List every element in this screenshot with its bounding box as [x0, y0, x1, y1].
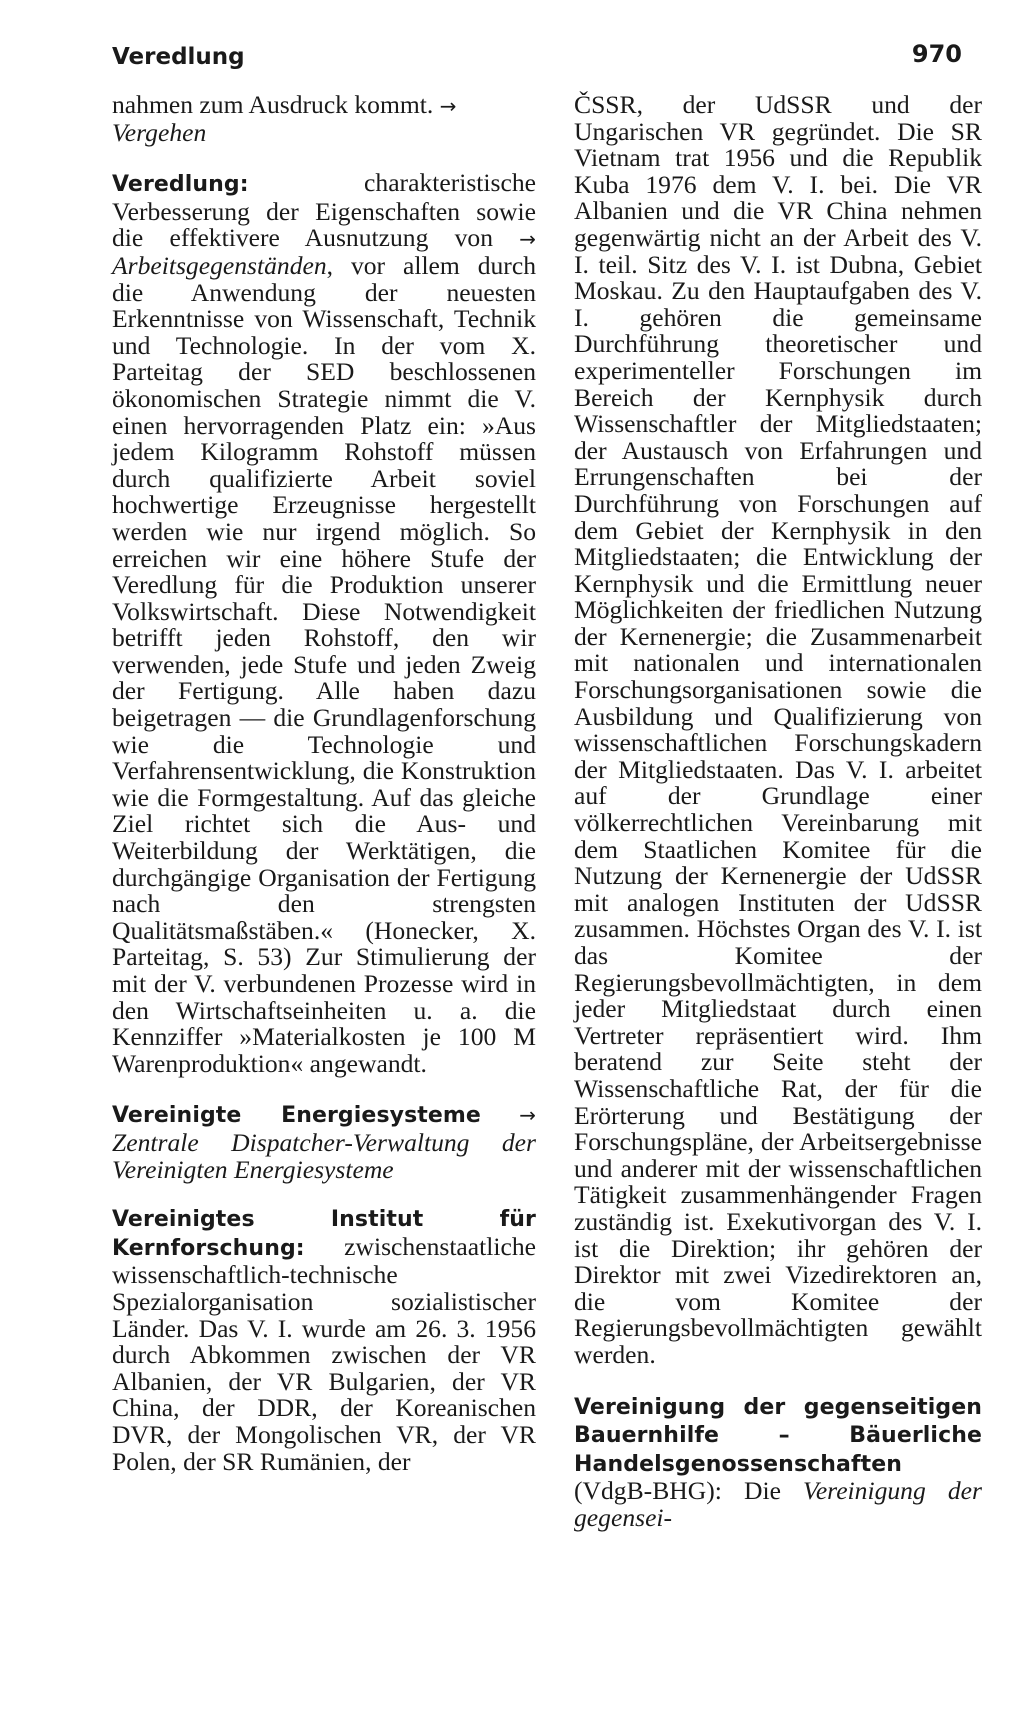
entry-vereinigte-energiesysteme [112, 1101, 536, 1183]
entry-text-vdgb: (VdgB-BHG): Die [574, 1476, 804, 1506]
entry-term-veredlung: Veredlung: [112, 172, 249, 198]
entry-vdgb-bhg [574, 1393, 982, 1532]
entry-term-institut: Vereinigtes Institut für Kernforschung: [112, 1207, 536, 1261]
cross-reference-vergehen: Vergehen [112, 117, 207, 147]
entry-institut-kernforschung [112, 1205, 536, 1475]
cross-reference-dispatcher-verwaltung: Zentrale Dispatcher-Verwaltung der Vereinigten Energiesysteme [112, 1127, 536, 1184]
entry-text-institut-continuation: ČSSR, der UdSSR und der Ungarischen VR gegründet. Die SR Vietnam trat 1956 und die Republik Kuba 1976 dem V. I. bei. Die VR Albanien und die VR China nehmen gegenwärtig nicht an der Arbeit des V. I. teil. Sitz des V. I. ist Dubna, Gebiet Moskau. Zu den Hauptaufgaben des V. I. gehören die gemeinsame Durchführung theoretischer und experimenteller Forschungen im Bereich der Kernphysik durch Wissenschaftler der Mitgliedstaaten; der Austausch von Erfahrungen und Errungenschaften bei der Durchführung von Forschungen auf dem Gebiet der Kernphysik in den Mitgliedstaaten; die Entwicklung der Kernphysik und die Ermittlung neuer Möglichkeiten der friedlichen Nutzung der Kernenergie; die Zusammenarbeit mit nationalen und internationalen Forschungsorganisationen sowie die Ausbildung und Qualifizierung von wissenschaftlichen Forschungskadern der Mitgliedstaaten. Das V. I. arbeitet auf der Grundlage einer völkerrechtlichen Vereinbarung mit dem Staatlichen Komitee für die Nutzung der Kernenergie der UdSSR mit analogen Instituten der UdSSR zusammen. Höchstes Organ des V. I. ist das Komitee der Regierungsbevollmächtigten, in dem jeder Mitgliedstaat durch einen Vertreter repräsentiert wird. Ihm beratend zur Seite steht der Wissenschaftliche Rat, der für die Erörterung und Bestätigung der Forschungspläne, der Arbeitsergebnisse und anderer mit der wissenschaftlichen Tätigkeit zusammenhängender Fragen zuständig ist. Exekutivorgan des V. I. ist die Direktion; ihr gehören der Direktor mit zwei Vizedirektoren an, die vom Komitee der Regierungsbevollmächtigten gewählt werden. [574, 90, 982, 1369]
continuation-paragraph [112, 92, 536, 146]
cross-reference-arrow-icon: → [519, 1103, 536, 1128]
cross-reference-arrow-icon: → [519, 227, 536, 252]
left-column [112, 92, 536, 1499]
cross-reference-arbeitsgegenstaende: Arbeitsgegenständen [112, 250, 327, 280]
entry-term-vdgb: Vereinigung der gegenseitigen Bauernhilfe – Bäuerliche Handelsgenossenschaften [574, 1394, 982, 1477]
running-head: Veredlung [112, 44, 245, 70]
entry-veredlung [112, 170, 536, 1077]
entry-text-veredlung-part1: charakteristische Verbesserung der Eigenschaften sowie die effektivere Ausnutzung von [112, 168, 536, 253]
page-number: 970 [911, 40, 962, 68]
entry-institut-continuation [574, 92, 982, 1369]
continuation-text: nahmen zum Ausdruck kommt. [112, 90, 434, 119]
cross-reference-arrow-icon: → [439, 94, 457, 118]
entry-term-energiesysteme: Vereinigte Energiesysteme [112, 1103, 481, 1129]
right-column [574, 92, 982, 1555]
entry-text-institut: zwischenstaatliche wissenschaftlich-technische Spezialorganisation sozialistischer Länder. Das V. I. wurde am 26. 3. 1956 durch Abkommen zwischen der VR Albanien, der VR Bulgarien, der VR China, der DDR, der Koreanischen DVR, der Mongolischen VR, der VR Polen, der SR Rumänien, der [112, 1231, 536, 1476]
cross-reference-vereinigung: Vereinigung der gegensei- [574, 1476, 982, 1532]
entry-text-veredlung-part2: , vor allem durch die Anwendung der neuesten Erkenntnisse von Wissenschaft, Technik und Technologie. In der vom X. Parteitag der SED beschlossenen ökonomischen Strategie nimmt die V. einen hervorragenden Platz ein: »Aus jedem Kilogramm Rohstoff müssen durch qualifizierte Arbeit soviel hochwertige Erzeugnisse hergestellt werden wie nur irgend möglich. So erreichen wir eine höhere Stufe der Veredlung für die Produktion unserer Volkswirtschaft. Diese Notwendigkeit betrifft jeden Rohstoff, den wir verwenden, jede Stufe und jeden Zweig der Fertigung. Alle haben dazu beigetragen — die Grundlagenforschung wie die Technologie und Verfahrensentwicklung, die Konstruktion wie die Formgestaltung. Auf das gleiche Ziel richtet sich die Aus- und Weiterbildung der Werktätigen, die durchgängige Organisation der Fertigung nach den strengsten Qualitätsmaßstäben.« (Honecker, X. Parteitag, S. 53) Zur Stimulierung der mit der V. verbundenen Prozesse wird in den Wirtschaftseinheiten u. a. die Kennziffer »Materialkosten je 100 M Warenproduktion« angewandt. [112, 250, 536, 1078]
